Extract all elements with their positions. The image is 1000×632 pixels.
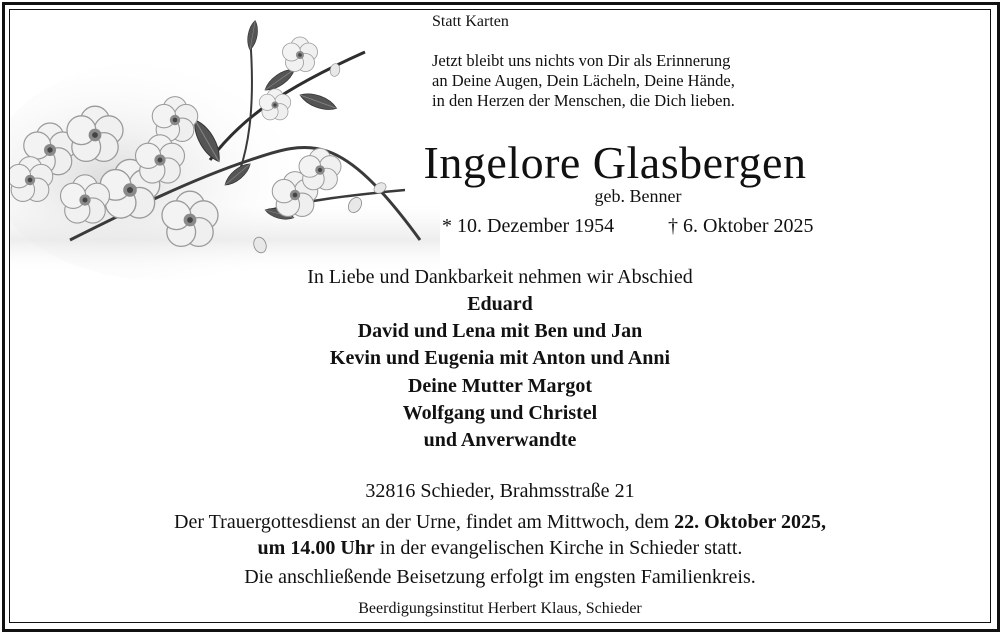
deceased-name: Ingelore Glasbergen [423,137,807,188]
farewell-intro: In Liebe und Dankbarkeit nehmen wir Abschied [307,266,693,288]
burial-note: Die anschließende Beisetzung erfolgt im engsten Familienkreis. [244,566,756,588]
funeral-home: Beerdigungsinstitut Herbert Klaus, Schieder [358,600,642,617]
poem-line-3: in den Herzen der Menschen, die Dich lieben. [432,91,735,110]
family-member-5: Wolfgang und Christel [402,402,598,424]
service-location: in der evangelischen Kirche in Schieder statt. [374,537,743,559]
maiden-name: geb. Benner [594,186,682,206]
family-member-3: Kevin und Eugenia mit Anton und Anni [329,347,671,369]
family-member-6: und Anverwandte [423,429,577,451]
poem-line-1: Jetzt bleibt uns nichts von Dir als Erinnerung [432,51,731,70]
address: 32816 Schieder, Brahmsstraße 21 [365,480,635,502]
poem-line-2: an Deine Augen, Dein Lächeln, Deine Hände, [432,71,735,90]
service-time: um 14.00 Uhr [257,537,375,559]
family-member-2: David und Lena mit Ben und Jan [357,320,643,342]
birth-date: * 10. Dezember 1954 [442,215,615,237]
family-member-4: Deine Mutter Margot [407,375,592,397]
family-member-1: Eduard [467,293,533,315]
service-line-1 [0,511,1000,534]
service-date: 22. Oktober 2025, [674,511,826,533]
statt-karten-note: Statt Karten [432,13,509,30]
death-date: † 6. Oktober 2025 [668,215,814,237]
service-text: Der Trauergottesdienst an der Urne, findet am Mittwoch, dem [174,511,675,533]
service-line-2 [0,537,1000,560]
